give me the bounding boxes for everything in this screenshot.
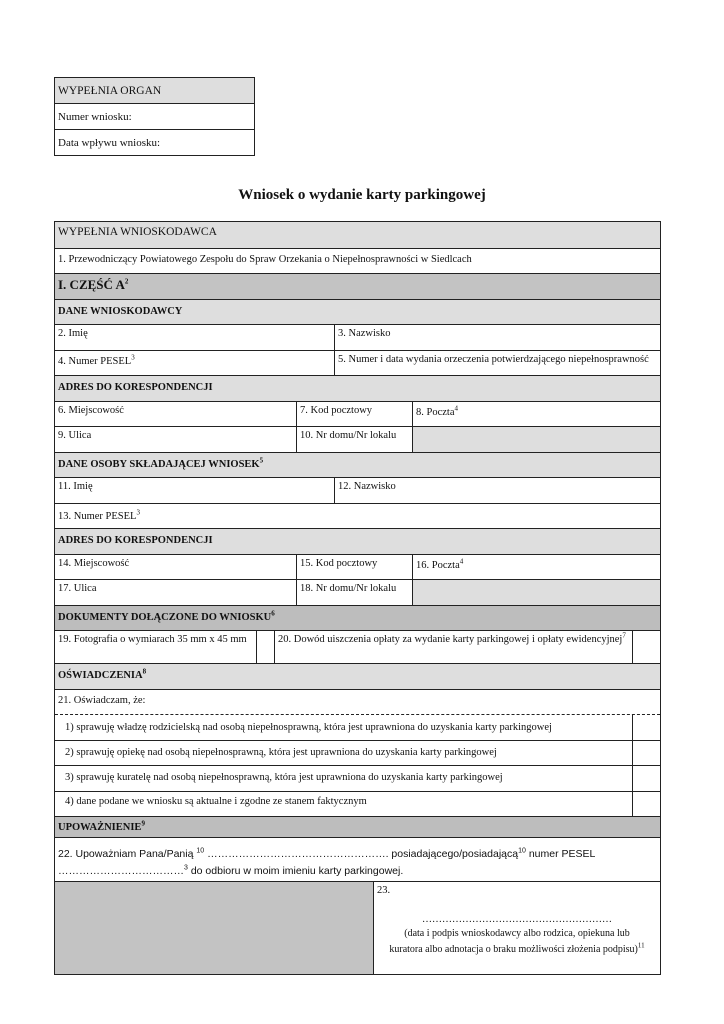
statement-3-checkbox[interactable]: [632, 766, 660, 791]
submitter-header: DANE OSOBY SKŁADAJĄCEJ WNIOSEK$^5$: [55, 453, 660, 477]
pesel-field[interactable]: 4. Numer PESEL$^3$: [58, 353, 135, 367]
part-a-row: [55, 273, 660, 299]
statement-2-checkbox[interactable]: [632, 741, 660, 765]
address2-shaded-cell: [412, 580, 660, 605]
documents-header-row: [55, 605, 660, 630]
submitter-header-row: [55, 452, 660, 477]
signature-number: 23.: [377, 885, 391, 896]
addressee: 1. Przewodniczący Powiatowego Zespołu do Spraw Orzekania o Niepełnosprawności w Siedlcach: [58, 254, 472, 265]
applicant-data-row: [55, 299, 660, 324]
statement-row-1: [55, 714, 660, 740]
address2-row-a: [55, 554, 660, 579]
statement-4: 4) dane podane we wniosku są aktualne i zgodne ze stanem faktycznym: [65, 796, 367, 807]
applicant-fills-row: [55, 222, 660, 248]
signature-dots: …………………………………………………: [422, 914, 612, 925]
signature-shaded-area: [55, 882, 373, 974]
statement-1-checkbox[interactable]: [632, 715, 660, 740]
submitter-street-field[interactable]: 17. Ulica: [58, 583, 97, 594]
signature-field[interactable]: [373, 882, 660, 974]
declare-row: [55, 689, 660, 714]
pesel-row: [55, 350, 660, 375]
submitter-first-name-field[interactable]: 11. Imię: [58, 481, 93, 492]
statement-2: 2) sprawuję opiekę nad osobą niepełnosprawną, która jest uprawniona do uzyskania karty parkingowej: [65, 747, 497, 758]
documents-header: DOKUMENTY DOŁĄCZONE DO WNIOSKU$^6$: [55, 606, 660, 630]
signature-caption-2: kuratora albo adnotacja o braku możliwości złożenia podpisu)$^{11}$: [389, 941, 645, 955]
submitter-post-office-field[interactable]: 16. Poczta$^4$: [412, 555, 660, 579]
address2-row-b: [55, 579, 660, 605]
statement-4-checkbox[interactable]: [632, 792, 660, 816]
photo-checkbox[interactable]: [256, 631, 274, 663]
house-number-field[interactable]: 10. Nr domu/Nr lokalu: [296, 427, 412, 452]
city-field[interactable]: 6. Miejscowość: [58, 405, 124, 416]
submitter-postal-code-field[interactable]: 15. Kod pocztowy: [296, 555, 412, 579]
statement-row-2: [55, 740, 660, 765]
statement-row-4: [55, 791, 660, 816]
address1-row-b: [55, 426, 660, 452]
submitter-last-name-field[interactable]: 12. Nazwisko: [334, 478, 660, 503]
postal-code-field[interactable]: 7. Kod pocztowy: [296, 402, 412, 426]
signature-caption-1: (data i podpis wnioskodawcy albo rodzica, opiekuna lub: [404, 928, 630, 939]
address2-header: ADRES DO KORESPONDENCJI: [55, 529, 660, 554]
application-number-field[interactable]: Numer wniosku:: [55, 104, 255, 130]
submitter-name-row: [55, 477, 660, 503]
statements-header: OŚWIADCZENIA$^8$: [55, 664, 660, 689]
last-name-field[interactable]: 3. Nazwisko: [334, 325, 660, 350]
addressee-row: [55, 248, 660, 273]
photo-document: 19. Fotografia o wymiarach 35 mm x 45 mm: [58, 634, 247, 645]
authorization-row: [55, 837, 660, 881]
address1-row-a: [55, 401, 660, 426]
address1-header: ADRES DO KORESPONDENCJI: [55, 376, 660, 401]
fee-proof-checkbox[interactable]: [632, 631, 660, 663]
part-a-heading: I. CZĘŚĆ $A^2$: [55, 274, 660, 299]
authorization-text: 22. Upoważniam Pana/Panią $^{10}$ ……………………………………………. posiadającego/posiadającą$^{10}$ numer PESEL ………………………………$^3$ do odbioru w moim imieniu karty parkingowej.: [58, 847, 596, 877]
street-field[interactable]: 9. Ulica: [58, 430, 92, 441]
authorization-header: UPOWAŻNIENIE$^9$: [55, 817, 660, 837]
signature-row: [55, 881, 660, 974]
address2-header-row: [55, 528, 660, 554]
applicant-fills-header: WYPEŁNIA WNIOSKODAWCA: [55, 222, 660, 248]
applicant-data-header: DANE WNIOSKODAWCY: [55, 300, 660, 324]
certificate-field[interactable]: 5. Numer i data wydania orzeczenia potwierdzającego niepełnosprawność: [334, 351, 660, 375]
address1-shaded-cell: [412, 427, 660, 452]
statement-3: 3) sprawuję kuratelę nad osobą niepełnosprawną, która jest uprawniona do uzyskania karty parkingowej: [65, 772, 503, 783]
organ-box: [54, 77, 255, 156]
post-office-field[interactable]: 8. Poczta$^4$: [412, 402, 660, 426]
application-form: [54, 221, 661, 975]
organ-header: WYPEŁNIA ORGAN: [55, 78, 255, 104]
statement-1: 1) sprawuję władzę rodzicielską nad osobą niepełnosprawną, która jest uprawniona do uzyskania karty parkingowej: [65, 722, 552, 733]
authorization-header-row: [55, 816, 660, 837]
name-row: [55, 324, 660, 350]
form-title: Wniosek o wydanie karty parkingowej: [238, 187, 486, 203]
receipt-date-field[interactable]: Data wpływu wniosku:: [55, 130, 255, 156]
submitter-pesel-field[interactable]: 13. Numer PESEL$^3$: [58, 508, 140, 522]
statement-row-3: [55, 765, 660, 791]
submitter-house-number-field[interactable]: 18. Nr domu/Nr lokalu: [296, 580, 412, 605]
first-name-field[interactable]: 2. Imię: [58, 328, 88, 339]
fee-proof-document: 20. Dowód uiszczenia opłaty za wydanie karty parkingowej i opłaty ewidencyjnej$^7$: [274, 631, 632, 663]
address1-header-row: [55, 375, 660, 401]
submitter-city-field[interactable]: 14. Miejscowość: [58, 558, 130, 569]
statements-header-row: [55, 663, 660, 689]
documents-row: [55, 630, 660, 663]
declare-label: 21. Oświadczam, że:: [58, 695, 146, 706]
submitter-pesel-row: [55, 503, 660, 528]
